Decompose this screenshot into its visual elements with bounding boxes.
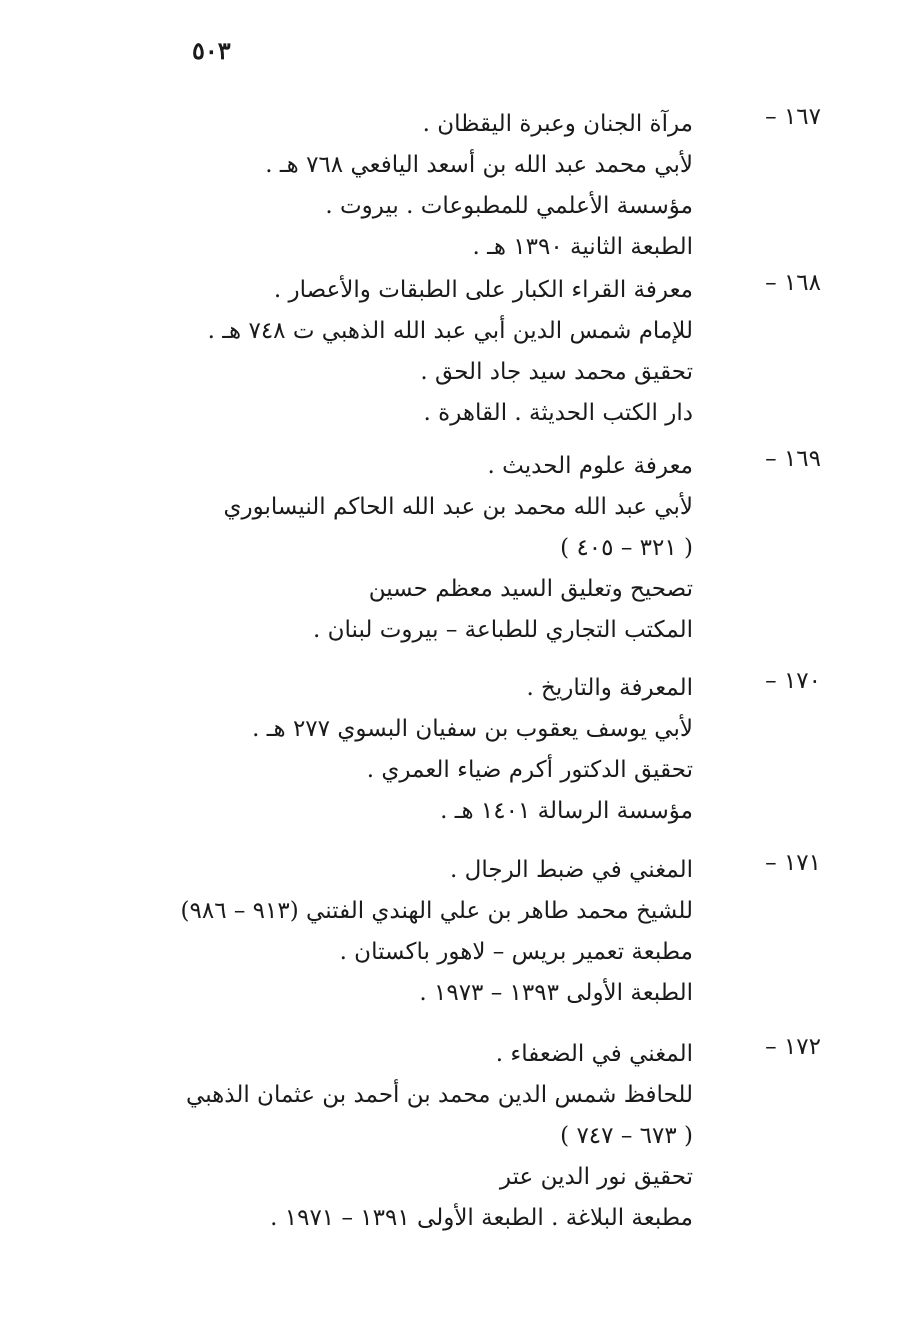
entry-title: المغني في الضعفاء . — [495, 1041, 693, 1067]
entry-editor: تحقيق نور الدين عتر — [499, 1164, 693, 1190]
entry-dates: ( ٦٧٣ – ٧٤٧ ) — [560, 1123, 693, 1149]
entry-number: ١٧٠ – — [765, 668, 821, 694]
entry-publisher: مؤسسة الأعلمي للمطبوعات . بيروت . — [325, 193, 693, 219]
entry-number: ١٦٨ – — [765, 270, 821, 296]
entry-author: للإمام شمس الدين أبي عبد الله الذهبي ت ٧٤٨ هـ . — [207, 318, 693, 344]
entry-title: مرآة الجنان وعبرة اليقظان . — [422, 111, 693, 137]
entry-number: ١٧١ – — [765, 850, 821, 876]
entry-lines — [81, 446, 693, 651]
entry-author: لأبي محمد عبد الله بن أسعد اليافعي ٧٦٨ هـ . — [265, 152, 693, 178]
entry-title: معرفة علوم الحديث . — [487, 453, 693, 479]
entry-editor: تصحيح وتعليق السيد معظم حسين — [368, 576, 693, 602]
entry-title: المغني في ضبط الرجال . — [450, 857, 693, 883]
entry-lines — [81, 668, 693, 832]
entry-edition: الطبعة الأولى ١٣٩٣ – ١٩٧٣ . — [419, 980, 693, 1006]
entry-number: ١٧٢ – — [765, 1034, 821, 1060]
entry-editor: تحقيق الدكتور أكرم ضياء العمري . — [366, 757, 693, 783]
entry-lines — [81, 104, 693, 268]
entry-editor: تحقيق محمد سيد جاد الحق . — [420, 359, 693, 385]
entry-edition: الطبعة الثانية ١٣٩٠ هـ . — [472, 234, 693, 260]
entry-author: لأبي يوسف يعقوب بن سفيان البسوي ٢٧٧ هـ . — [252, 716, 693, 742]
entry-dates: ( ٣٢١ – ٤٠٥ ) — [560, 535, 693, 561]
entry-author: للشيخ محمد طاهر بن علي الهندي الفتني (٩١٣ – ٩٨٦) — [180, 898, 693, 924]
entry-publisher: مطبعة البلاغة . الطبعة الأولى ١٣٩١ – ١٩٧١ . — [270, 1205, 693, 1231]
entry-lines — [81, 1034, 693, 1239]
entry-author: لأبي عبد الله محمد بن عبد الله الحاكم النيسابوري — [223, 494, 693, 520]
entry-lines — [81, 850, 693, 1014]
page-number: ٥٠٣ — [192, 36, 231, 65]
entry-number: ١٦٧ – — [765, 104, 821, 130]
entry-publisher: مؤسسة الرسالة ١٤٠١ هـ . — [440, 798, 693, 824]
entry-title: معرفة القراء الكبار على الطبقات والأعصار . — [273, 277, 693, 303]
entry-publisher: مطبعة تعمير بريس – لاهور باكستان . — [339, 939, 693, 965]
entry-publisher: دار الكتب الحديثة . القاهرة . — [423, 400, 693, 426]
entry-publisher: المكتب التجاري للطباعة – بيروت لبنان . — [313, 617, 693, 643]
entry-lines — [81, 270, 693, 434]
entry-author: للحافظ شمس الدين محمد بن أحمد بن عثمان الذهبي — [186, 1082, 693, 1108]
entry-title: المعرفة والتاريخ . — [526, 675, 693, 701]
entry-number: ١٦٩ – — [765, 446, 821, 472]
